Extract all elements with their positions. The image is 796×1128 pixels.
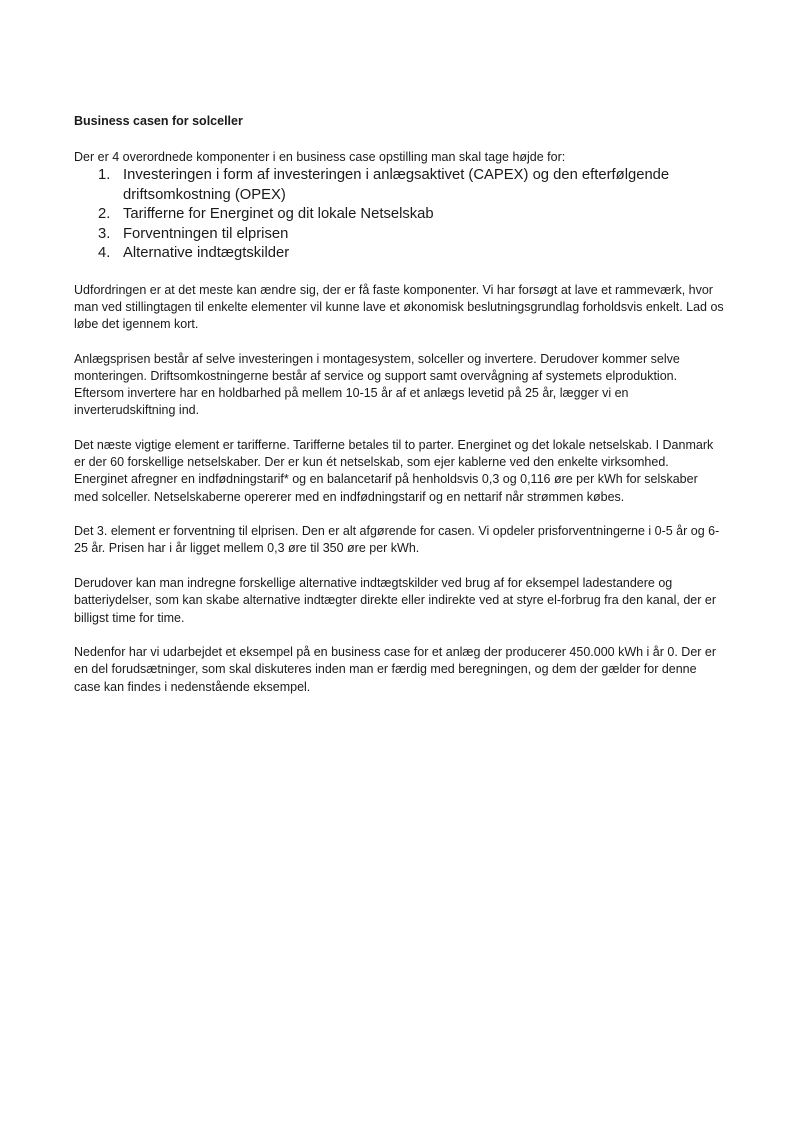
list-item xyxy=(74,166,724,205)
list-number: 3. xyxy=(98,225,111,242)
document-page xyxy=(74,112,724,713)
list-item xyxy=(74,225,724,245)
list-item-text: Alternative indtægtskilder xyxy=(123,245,290,261)
list-item-text: Tarifferne for Energinet og dit lokale Netselskab xyxy=(123,206,434,222)
list-item-text: Investeringen i form af investeringen i anlægsaktivet (CAPEX) og den efterfølgende driftsomkostning (OPEX) xyxy=(123,167,670,203)
list-number: 1. xyxy=(98,167,111,183)
paragraph-alternative-income: Derudover kan man indregne forskellige alternative indtægtskilder ved brug af for eksempel ladestandere og batteriydelser, som kan skabe alternative indtægter direkte eller indirekte ved at styre el-forbrug fra den kanal, der er billigst time for time. xyxy=(74,576,716,625)
paragraph-challenge: Udfordringen er at det meste kan ændre sig, der er få faste komponenter. Vi har forsøgt at lave et rammeværk, hvor man ved stillingtagen til enkelte elementer vil kunne lave et økonomisk beslutningsgrundlag forholdsvis enkelt. Lad os løbe det igennem kort. xyxy=(74,282,724,331)
paragraph-electricity-price: Det 3. element er forventning til elprisen. Den er alt afgørende for casen. Vi opdeler prisforventningerne i 0-5 år og 6-25 år. Prisen har i år ligget mellem 0,3 øre til 350 øre per kWh. xyxy=(74,524,720,556)
list-number: 4. xyxy=(98,245,111,261)
paragraph-capex-opex: Anlægsprisen består af selve investeringen i montagesystem, solceller og invertere. Derudover kommer selve monteringen. Driftsomkostningerne består af service og support samt overvågning af systemets elproduktion. Eftersom invertere har en holdbarhed på mellem 10-15 år af et anlægs levetid på 25 år, lægger vi en inverterudskiftning ind. xyxy=(74,351,680,418)
list-item xyxy=(74,205,724,225)
list-item-text: Forventningen til elprisen xyxy=(123,225,289,242)
paragraph-tariffs: Det næste vigtige element er tarifferne. Tarifferne betales til to parter. Energinet og det lokale netselskab. I Danmark er der 60 forskellige netselskaber. Der er kun ét netselskab, som ejer kablerne ved den enkelte virksomhed. Energinet afregner en indfødningstarif* og en balancetarif på henholdsvis 0,3 og 0,116 øre per kWh for selskaber med solceller. Netselskaberne opererer med en indfødningstarif og en nettarif når strømmen købes. xyxy=(74,437,714,504)
component-list xyxy=(74,166,724,264)
list-number: 2. xyxy=(98,206,111,222)
list-item xyxy=(74,244,724,264)
paragraph-example: Nedenfor har vi udarbejdet et eksempel på en business case for et anlæg der producerer 450.000 kWh i år 0. Der er en del forudsætninger, som skal diskuteres inden man er færdig med beregningen, og dem der gælder for denne case kan findes i nedenstående eksempel. xyxy=(74,645,717,694)
intro-text: Der er 4 overordnede komponenter i en business case opstilling man skal tage højde for: xyxy=(74,150,566,164)
document-title: Business casen for solceller xyxy=(74,114,243,128)
